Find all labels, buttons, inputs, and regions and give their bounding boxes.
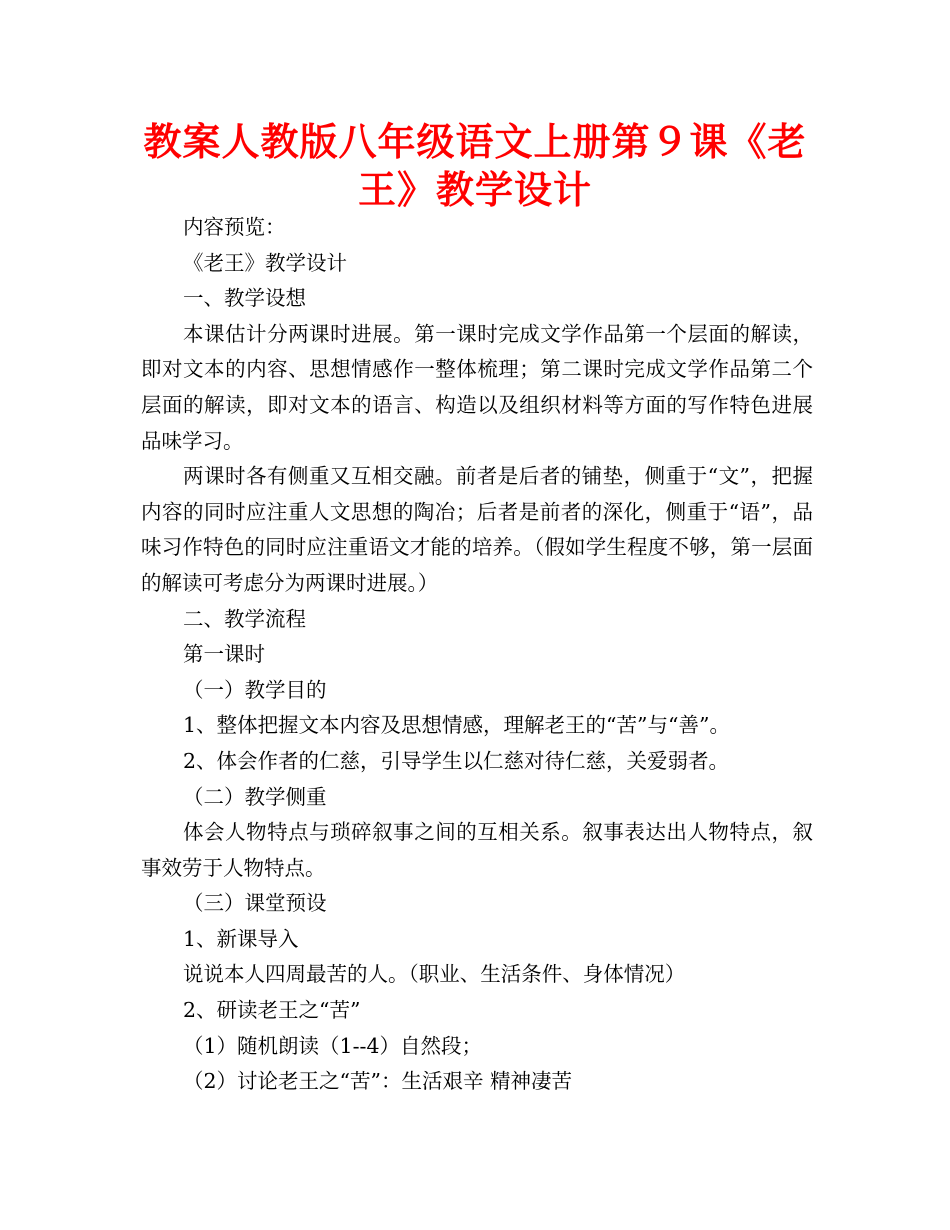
list-item-goal-1: 1、整体把握文本内容及思想情感，理解老王的“苦”与“善”。 bbox=[183, 713, 730, 738]
paragraph-teaching-focus: 体会人物特点与琐碎叙事之间的互相关系。叙事表达出人物特点，叙事效劳于人物特点。 bbox=[141, 820, 813, 880]
subheading-first-lesson: 第一课时 bbox=[183, 642, 265, 667]
list-item-goal-2: 2、体会作者的仁慈，引导学生以仁慈对待仁慈，关爱弱者。 bbox=[183, 748, 730, 773]
list-item-discussion: （2）讨论老王之“苦”：生活艰辛 精神凄苦 bbox=[183, 1069, 573, 1094]
section-heading-teaching-idea: 一、教学设想 bbox=[183, 286, 306, 311]
paragraph-teaching-idea-2: 两课时各有侧重又互相交融。前者是后者的铺垫，侧重于“文”，把握内容的同时应注重人文思想的陶冶；后者是前者的深化，侧重于“语”，品味习作特色的同时应注重语文才能的培养。（假如学生程度不够，第一层面的解读可考虑分为两课时进展。） bbox=[141, 464, 813, 595]
section-heading-teaching-flow: 二、教学流程 bbox=[183, 606, 306, 631]
subheading-teaching-goals: （一）教学目的 bbox=[183, 677, 327, 702]
document-body bbox=[141, 210, 813, 1100]
paragraph-lesson-title: 《老王》教学设计 bbox=[183, 250, 347, 275]
paragraph-teaching-idea-1: 本课估计分两课时进展。第一课时完成文学作品第一个层面的解读，即对文本的内容、思想情感作一整体梳理；第二课时完成文学作品第二个层面的解读，即对文本的语言、构造以及组织材料等方面的写作特色进展品味学习。 bbox=[141, 321, 813, 453]
paragraph-preview-heading: 内容预览： bbox=[183, 215, 286, 239]
subheading-teaching-focus: （二）教学侧重 bbox=[183, 784, 327, 809]
document-title: 教案人教版八年级语文上册第９课《老王》教学设计 bbox=[143, 120, 807, 212]
list-item-intro: 1、新课导入 bbox=[183, 926, 299, 951]
subheading-class-plan: （三）课堂预设 bbox=[183, 891, 327, 916]
paragraph-intro-activity: 说说本人四周最苦的人。（职业、生活条件、身体情况） bbox=[183, 962, 686, 987]
list-item-study-hardship: 2、研读老王之“苦” bbox=[183, 998, 361, 1023]
list-item-reading: （1）随机朗读（1--4）自然段； bbox=[183, 1033, 482, 1058]
